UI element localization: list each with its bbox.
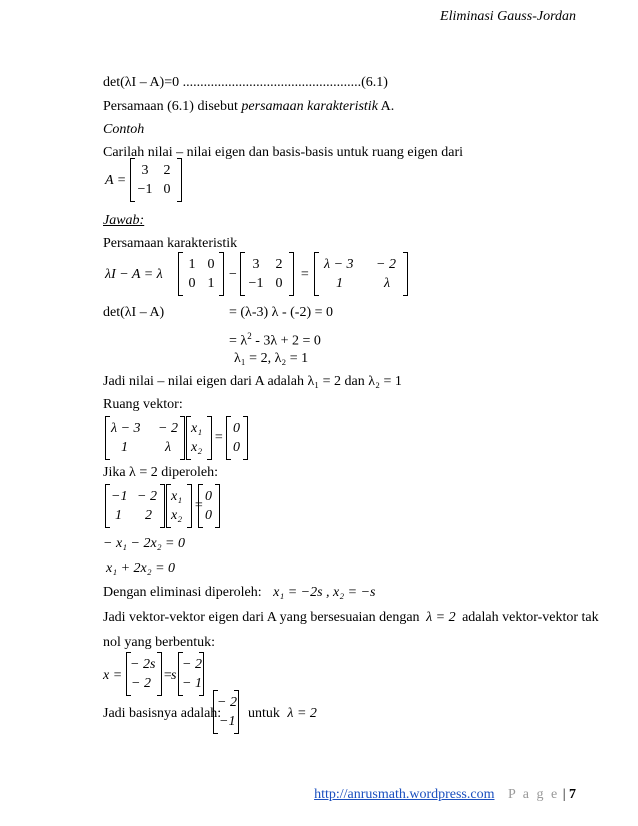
equation-6-1: det(λI – A)=0 ...................................................(6.1) <box>103 75 388 90</box>
matrix-cell: λ − 3 <box>324 257 354 272</box>
matrix-cell: 3 <box>252 257 260 272</box>
bracket-left <box>105 484 110 528</box>
vector-cell: − 1 <box>182 676 202 691</box>
carilah-line: Carilah nilai – nilai eigen dan basis-basis untuk ruang eigen dari <box>103 145 464 160</box>
matrix-cell: 0 <box>207 257 215 272</box>
pk-italic: persamaan karakteristik <box>241 99 378 114</box>
matrix-cell: λ − 3 <box>111 421 141 436</box>
x-s-vector <box>126 652 162 696</box>
bracket-right <box>243 416 248 460</box>
matrix-cell: 2 <box>275 257 283 272</box>
jika-matrix <box>105 484 165 528</box>
ruang-vektor-matrix <box>105 416 185 460</box>
vector-cell: 0 <box>233 440 240 455</box>
ruang-vektor-heading: Ruang vektor: <box>103 397 183 412</box>
det-eq2-b: - 3λ + 2 = 0 <box>251 333 321 349</box>
matrix-cell: 0 <box>275 276 283 291</box>
persamaan-karakteristik-line <box>103 98 394 116</box>
zero-vector <box>198 484 220 528</box>
jawab-heading: Jawab: <box>103 213 145 228</box>
matrix-a <box>130 158 182 202</box>
footer-link[interactable]: http://anrusmath.wordpress.com <box>314 787 495 802</box>
vector-cell: x₂ <box>171 508 183 523</box>
footer-sep: | <box>559 787 569 802</box>
zero-vector <box>226 416 248 460</box>
matrix-cell: − 2 <box>137 489 157 504</box>
bracket-right <box>157 652 162 696</box>
bracket-right <box>403 252 408 296</box>
vector-cell: x₁ <box>171 489 183 504</box>
equals-sign: = <box>163 668 173 683</box>
vector-cell: −1 <box>219 714 236 729</box>
vector-cell: − 2 <box>182 657 202 672</box>
jadi-nilai-line: Jadi nilai – nilai eigen dari A adalah λ₁ = 2 dan λ₂ = 1 <box>103 374 402 389</box>
lambda-i-minus-a-matrix <box>314 252 408 296</box>
equation-b: x₁ + 2x₂ = 0 <box>106 561 176 576</box>
bracket-left <box>226 416 231 460</box>
vector-cell: x₁ <box>191 421 203 436</box>
matrix-cell: λ <box>384 276 391 291</box>
matrix-cell: 1 <box>207 276 215 291</box>
equals-sign: = <box>194 498 204 513</box>
jadi-vektor-2: adalah vektor-vektor tak <box>462 610 599 625</box>
vector-cell: 0 <box>233 421 240 436</box>
lambda-expression: λI − A = λ <box>105 267 163 282</box>
jadi-vektor-lambda: λ = 2 <box>426 610 456 625</box>
matrix-cell: 1 <box>336 276 343 291</box>
matrix-cell: 0 <box>188 276 196 291</box>
nol-bentuk-line: nol yang berbentuk: <box>103 635 215 650</box>
bracket-left <box>105 416 110 460</box>
basis-vector <box>213 690 239 734</box>
footer <box>314 786 576 804</box>
vector-cell: − 2s <box>130 657 156 672</box>
equals-sign: = <box>214 430 224 445</box>
bracket-left <box>314 252 319 296</box>
x-vector <box>166 484 192 528</box>
basis-label: Jadi basisnya adalah: <box>103 706 222 721</box>
identity-matrix <box>178 252 224 296</box>
matrix-cell: 1 <box>121 440 128 455</box>
bracket-right <box>180 416 185 460</box>
vector-cell: − 2 <box>131 676 151 691</box>
det-equation-2 <box>229 327 321 351</box>
jika-line: Jika λ = 2 diperoleh: <box>103 465 218 480</box>
bracket-right <box>207 416 212 460</box>
matrix-cell: 1 <box>188 257 196 272</box>
bracket-right <box>215 484 220 528</box>
s-scalar: s <box>171 668 177 683</box>
jadi-vektor-1: Jadi vektor-vektor eigen dari A yang bersesuaian dengan <box>103 610 420 625</box>
direction-vector <box>178 652 204 696</box>
equation-a: − x₁ − 2x₂ = 0 <box>103 536 186 551</box>
matrix-cell: 2 <box>145 508 152 523</box>
dengan-elim-label: Dengan eliminasi diperoleh: <box>103 585 262 600</box>
bracket-right <box>160 484 165 528</box>
equals-sign: = <box>300 267 310 282</box>
det-equation-1: = (λ-3) λ - (-2) = 0 <box>229 305 334 320</box>
matrix-cell: − 2 <box>376 257 396 272</box>
contoh-heading: Contoh <box>103 122 145 137</box>
matrix-cell: −1 <box>248 276 264 291</box>
persamaan-karakteristik-heading: Persamaan karakteristik <box>103 236 238 251</box>
matrix-cell: 3 <box>141 163 149 178</box>
minus-sign: − <box>228 267 238 282</box>
elim-result: x₁ = −2s , x₂ = −s <box>273 585 376 600</box>
matrix-cell: 1 <box>115 508 122 523</box>
det-eq2-a: = λ <box>229 333 248 349</box>
jadi-vektor-line <box>103 609 599 627</box>
pk-prefix: Persamaan (6.1) disebut <box>103 99 242 114</box>
bracket-left <box>198 484 203 528</box>
untuk-lambda: λ = 2 <box>287 706 317 721</box>
untuk-word: untuk <box>248 706 280 721</box>
untuk-line <box>248 705 317 723</box>
det-label: det(λI – A) <box>103 305 165 320</box>
matrix-cell: λ <box>165 440 172 455</box>
det-eq2-sup: 2 <box>247 331 252 341</box>
matrix-cell: 2 <box>163 163 171 178</box>
vector-cell: x₂ <box>191 440 203 455</box>
pk-suffix: A. <box>377 99 395 114</box>
matrix-cell: −1 <box>111 489 128 504</box>
x-label: x = <box>103 668 123 683</box>
bracket-right <box>187 484 192 528</box>
matrix-a-repeat <box>240 252 294 296</box>
matrix-cell: −1 <box>137 182 153 197</box>
footer-page-label: P a g e <box>507 787 560 802</box>
matrix-cell: 0 <box>163 182 171 197</box>
vector-cell: 0 <box>205 508 212 523</box>
matrix-a-label: A = <box>105 173 127 188</box>
dengan-eliminasi-line <box>103 584 375 602</box>
vector-cell: − 2 <box>217 695 237 710</box>
x-vector <box>186 416 212 460</box>
lambda-values: λ₁ = 2, λ₂ = 1 <box>234 351 309 366</box>
running-header: Eliminasi Gauss-Jordan <box>440 9 576 24</box>
vector-cell: 0 <box>205 489 212 504</box>
matrix-cell: − 2 <box>158 421 178 436</box>
footer-page-number: 7 <box>569 787 576 802</box>
